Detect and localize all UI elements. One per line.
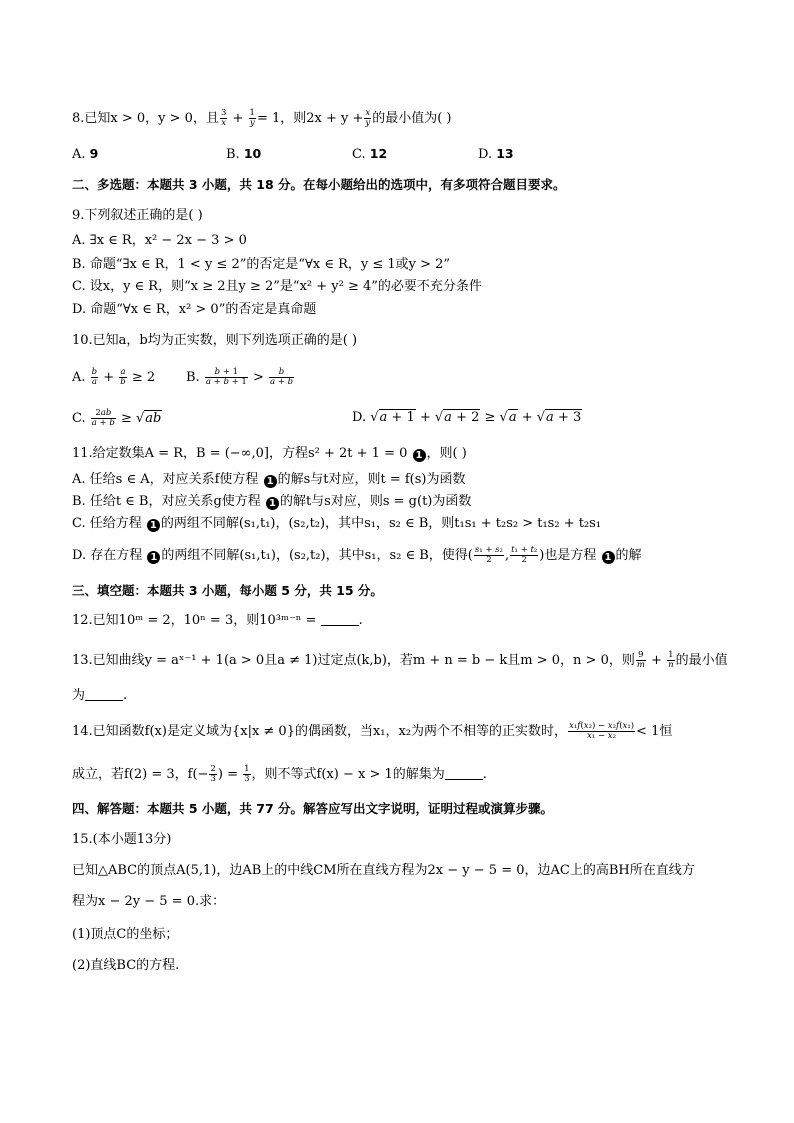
question-15-header: 15.(本小题13分): [72, 832, 172, 847]
section-2-header: 二、多选题：本题共 3 小题，共 18 分。在每小题给出的选项中，有多项符合题目要求。: [72, 177, 566, 192]
question-9-stem: 9.下列叙述正确的是( ): [72, 208, 203, 223]
answer-blank: [85, 688, 123, 701]
question-10-option-b: B. $\frac{b + 1}{a + b + 1}$ > $\frac{b}{a + b}$: [186, 367, 294, 387]
question-15-part-1: (1)顶点C的坐标；: [72, 927, 179, 942]
question-9-option-b: B. 命题“∃x ∈ R，1 < y ≤ 2”的否定是“∀x ∈ R，y ≤ 1或y > 2”: [72, 257, 451, 272]
question-11-option-d: D. 存在方程 1 的两组不同解(s₁,t₁)，(s₂,t₂)，其中s₁，s₂ ∈ B，使得( $\frac{\text{s₁ + s₂}}{2}$ , $\frac{\text{t₁ + t₂}}{2}$ )也是方程 1 的解: [72, 545, 642, 565]
question-9-option-a: A. ∃x ∈ R，x² − 2x − 3 > 0: [72, 233, 247, 248]
circled-one-icon: 1: [602, 551, 615, 564]
question-8-option-b: B. 10: [226, 146, 262, 162]
question-9-option-d: D. 命题“∀x ∈ R，x² > 0”的否定是真命题: [72, 302, 317, 317]
question-8-option-c: C. 12: [352, 146, 388, 162]
question-11-option-a: A. 任给s ∈ A，对应关系f使方程 1 的解s与t对应，则t = f(s)为函数: [72, 472, 466, 487]
circled-one-icon: 1: [413, 449, 426, 462]
section-4-header: 四、解答题：本题共 5 小题，共 77 分。解答应写出文字说明，证明过程或演算步骤。: [72, 801, 554, 816]
question-8-stem: 8.已知x > 0，y > 0，且 $\frac{3}{x}$ + $\frac{1}{y}$ = 1，则2x + y + $\frac{x}{y}$ 的最小值为( ): [72, 108, 452, 128]
question-12: 12.已知10ᵐ = 2，10ⁿ = 3，则10³ᵐ⁻ⁿ = .: [72, 613, 363, 628]
question-10-stem: 10.已知a，b均为正实数，则下列选项正确的是( ): [72, 333, 358, 348]
section-3-header: 三、填空题：本题共 3 小题，每小题 5 分，共 15 分。: [72, 583, 383, 598]
question-15-part-2: (2)直线BC的方程.: [72, 958, 180, 973]
question-11-option-c: C. 任给方程 1 的两组不同解(s₁,t₁)，(s₂,t₂)，其中s₁，s₂ ∈ B，则t₁s₁ + t₂s₂ > t₁s₂ + t₂s₁: [72, 516, 602, 531]
question-13-line-1: 13.已知曲线y = aˣ⁻¹ + 1(a > 0且a ≠ 1)过定点(k,b)，若m + n = b − k且m > 0，n > 0，则 $\frac{9}{m}$ + $\frac{1}{n}$ 的最小值: [72, 650, 728, 670]
question-8-option-d: D. 13: [478, 146, 514, 162]
question-15-line-2: 程为x − 2y − 5 = 0.求：: [72, 894, 226, 909]
question-11-stem: 11.给定数集A = R，B = (−∞,0]，方程s² + 2t + 1 = 0 1 ，则( ): [72, 446, 467, 461]
question-8-option-a: A. 9: [72, 146, 99, 162]
circled-one-icon: 1: [266, 497, 279, 510]
question-9-option-c: C. 设x，y ∈ R，则“x ≥ 2且y ≥ 2”是“x² + y² ≥ 4”的必要不充分条件: [72, 279, 482, 294]
question-10-option-c: C. $\frac{2ab}{a + b}$ ≥ √ab: [72, 408, 162, 428]
question-14-line-1: 14.已知函数f(x)是定义域为{x|x ≠ 0}的偶函数，当x₁，x₂为两个不相等的正实数时， $\frac{\text{x₁f(x₂) − x₂f(x₁)}}{\text{x₁ − x₂}}$ < 1恒: [72, 721, 673, 741]
answer-blank: [445, 767, 483, 780]
circled-one-icon: 1: [147, 519, 160, 532]
question-15-line-1: 已知△ABC的顶点A(5,1)，边AB上的中线CM所在直线方程为2x − y − 5 = 0，边AC上的高BH所在直线方: [72, 863, 695, 878]
circled-one-icon: 1: [147, 551, 160, 564]
question-10-option-a: A. $\frac{b}{a}$ + $\frac{a}{b}$ ≥ 2: [72, 367, 156, 387]
question-10-option-d: D. √a + 1 + √a + 2 ≥ √a + √a + 3: [352, 410, 582, 425]
question-11-option-b: B. 任给t ∈ B，对应关系g使方程 1 的解t与s对应，则s = g(t)为函数: [72, 494, 472, 509]
question-13-line-2: 为 .: [72, 688, 128, 703]
question-14-line-2: 成立，若f(2) = 3，f(− $\frac{2}{3}$ ) = $\frac{1}{3}$ ，则不等式f(x) − x > 1的解集为 .: [72, 764, 487, 784]
circled-one-icon: 1: [264, 475, 277, 488]
answer-blank: [321, 613, 359, 626]
